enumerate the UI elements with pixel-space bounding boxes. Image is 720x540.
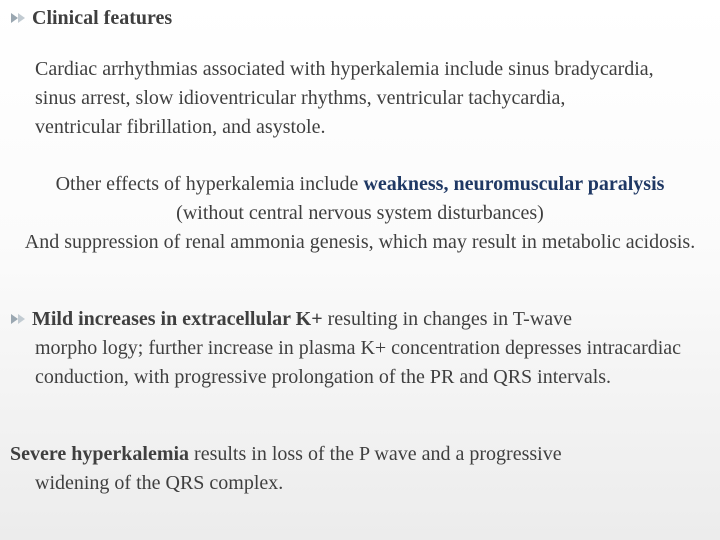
paragraph-severe-hyperkalemia <box>10 440 710 498</box>
paragraph-arrhythmias <box>35 55 655 142</box>
severe-hyperkalemia-lead: Severe hyperkalemia <box>10 443 190 465</box>
severe-hyperkalemia-line1: results in loss of the P wave and a progressive <box>189 443 562 465</box>
other-effects-line2: And suppression of renal ammonia genesis, which may result in metabolic acidosis. <box>24 231 696 253</box>
other-effects-rest: (without central nervous system disturbances) <box>176 202 544 224</box>
paragraph-mild-increases <box>10 305 710 392</box>
severe-hyperkalemia-continuation: widening of the QRS complex. <box>35 472 284 494</box>
mild-increases-continuation: morpho logy; further increase in plasma K+ concentration depresses intracardiac conduction, with progressive prolongation of the PR and QRS intervals. <box>35 337 682 388</box>
slide-heading <box>10 4 172 33</box>
other-effects-intro: Other effects of hyperkalemia include <box>55 173 364 195</box>
paragraph-arrhythmias-text: Cardiac arrhythmias associated with hyperkalemia include sinus bradycardia, sinus arrest, slow idioventricular rhythms, ventricular tachycardia, ventricular fibrillation, and asystole. <box>35 58 654 138</box>
mild-increases-line1: resulting in changes in T-wave <box>322 308 573 330</box>
paragraph-other-effects <box>20 170 700 257</box>
other-effects-highlight: weakness, neuromuscular paralysis <box>363 173 665 195</box>
heading-text: Clinical features <box>32 7 173 29</box>
mild-increases-lead: Mild increases in extracellular K+ <box>32 308 323 330</box>
